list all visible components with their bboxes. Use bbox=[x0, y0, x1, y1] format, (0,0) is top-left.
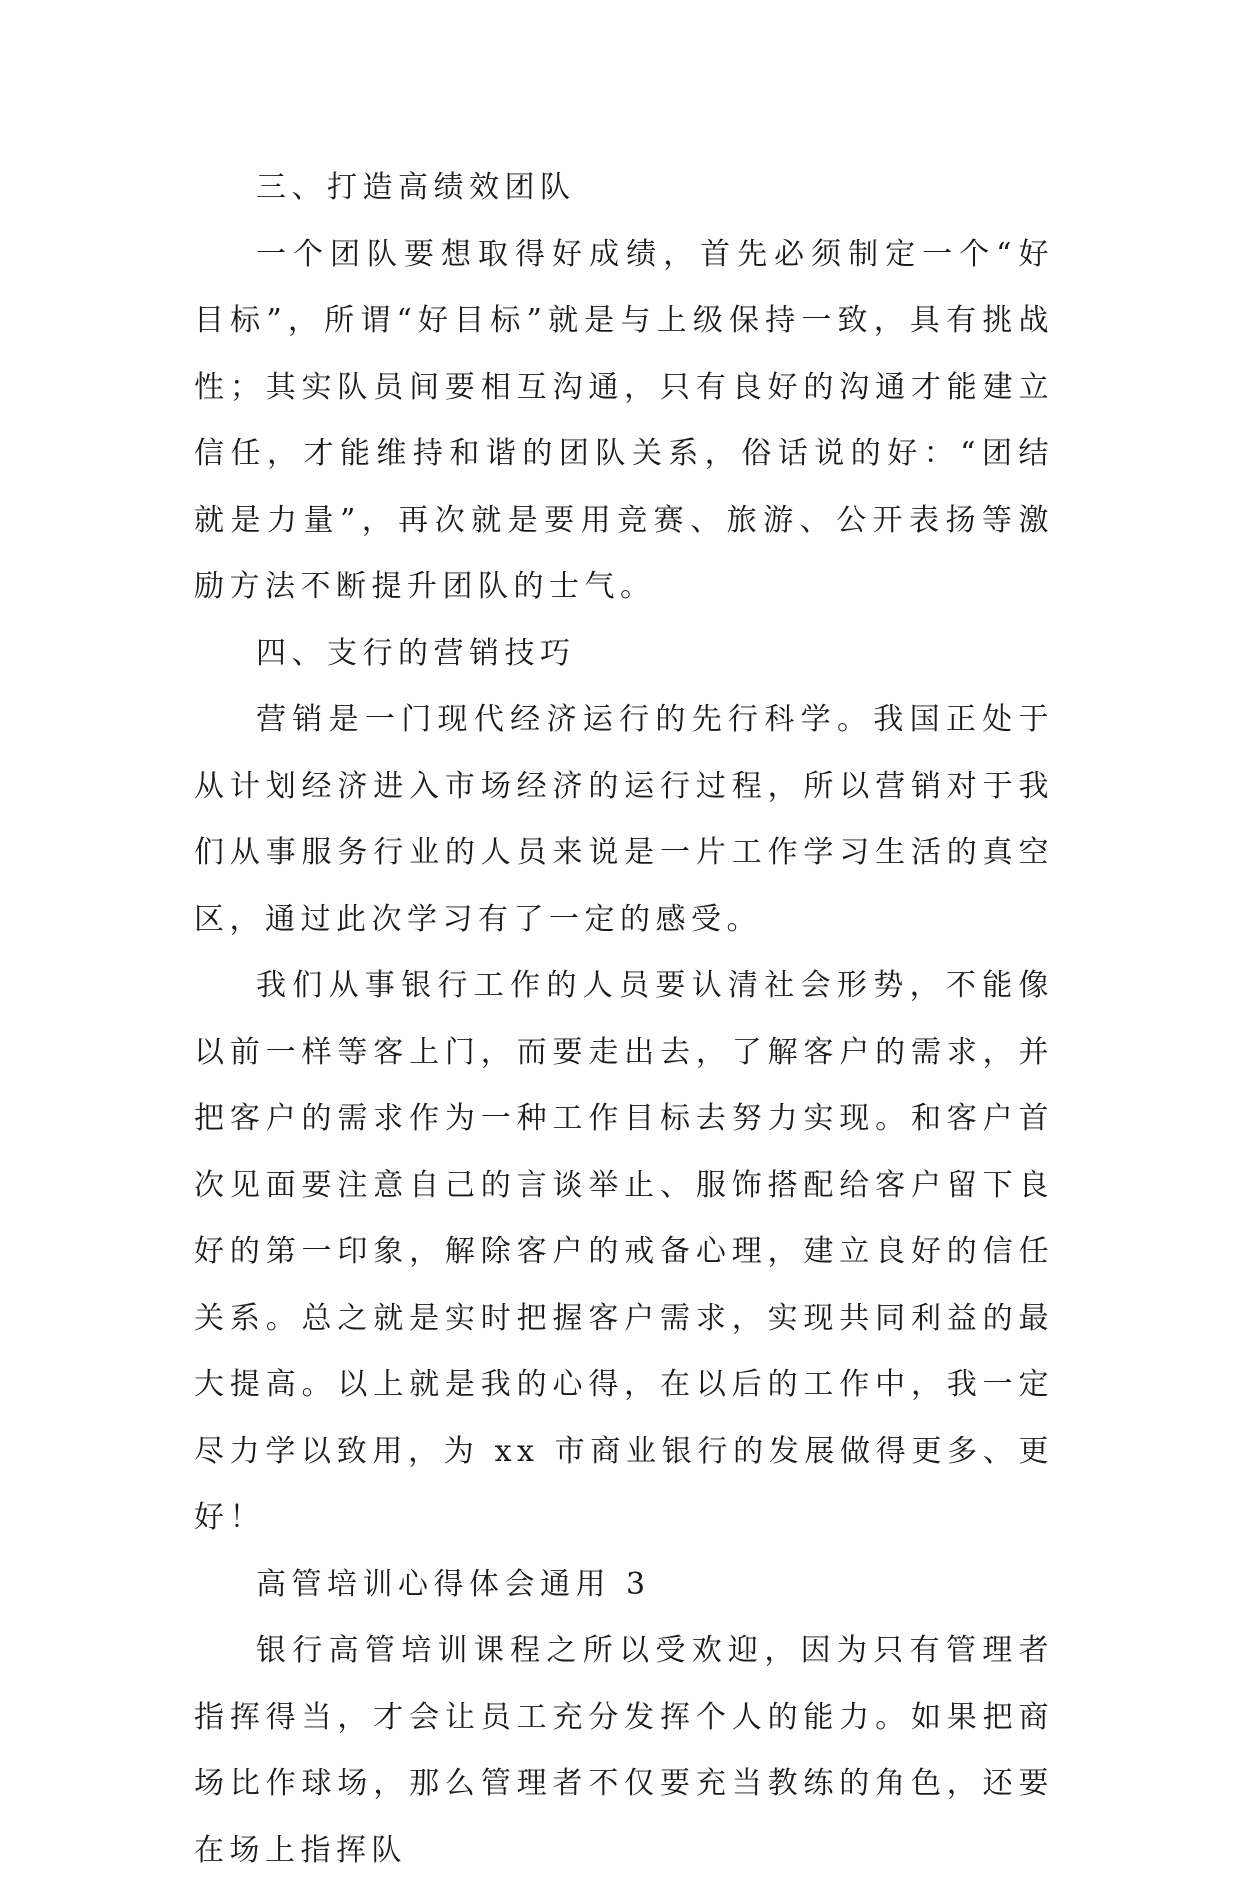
document-body bbox=[194, 155, 1054, 1884]
section-heading-3: 三、打造高绩效团队 bbox=[256, 170, 576, 205]
paragraph-marketing-science: 营销是一门现代经济运行的先行科学。我国正处于从计划经济进入市场经济的运行过程，所以营销对于我们从事服务行业的人员来说是一片工作学习生活的真空区，通过此次学习有了一定的感受。 bbox=[194, 702, 1054, 937]
section-heading-4: 四、支行的营销技巧 bbox=[256, 635, 576, 671]
paragraph-management-training: 银行高管培训课程之所以受欢迎，因为只有管理者指挥得当，才会让员工充分发挥个人的能力。如果把商场比作球场，那么管理者不仅要充当教练的角色，还要在场上指挥队 bbox=[194, 1633, 1054, 1868]
paragraph-team-goals: 一个团队要想取得好成绩，首先必须制定一个“好目标”，所谓“好目标”就是与上级保持一致，具有挑战性；其实队员间要相互沟通，只有良好的沟通才能建立信任，才能维持和谐的团队关系，俗话说的好：“团结就是力量”，再次就是要用竞赛、旅游、公开表扬等激励方法不断提升团队的士气。 bbox=[194, 236, 1054, 604]
article-heading-3: 高管培训心得体会通用 3 bbox=[256, 1566, 651, 1602]
paragraph-customer-needs: 我们从事银行工作的人员要认清社会形势，不能像以前一样等客上门，而要走出去，了解客户的需求，并把客户的需求作为一种工作目标去努力实现。和客户首次见面要注意自己的言谈举止、服饰搭配给客户留下良好的第一印象，解除客户的戒备心理，建立良好的信任关系。总之就是实时把握客户需求，实现共同利益的最大提高。以上就是我的心得，在以后的工作中，我一定尽力学以致用，为 xx 市商业银行的发展做得更多、更好！ bbox=[194, 968, 1054, 1535]
